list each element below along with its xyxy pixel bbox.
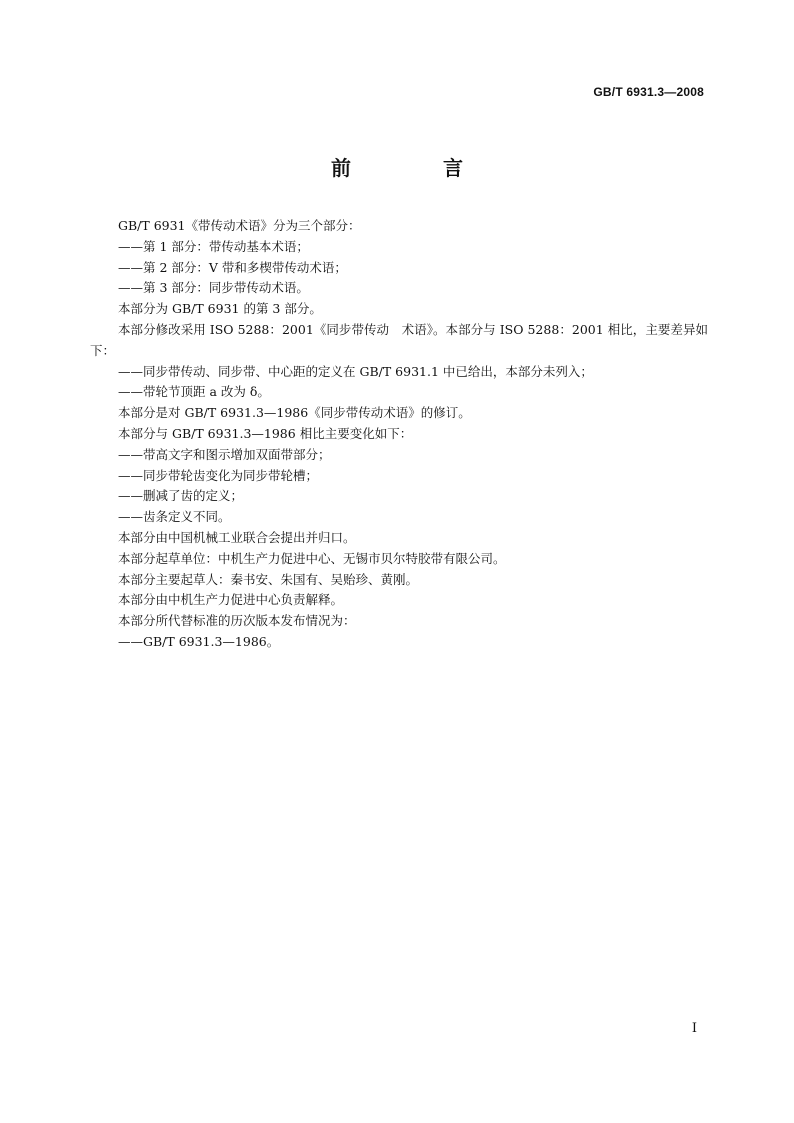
page-title: 前 言 bbox=[331, 156, 499, 180]
paragraph: 本部分主要起草人：秦书安、朱国有、吴贻珍、黄刚。 bbox=[118, 571, 419, 587]
foreword-body bbox=[90, 216, 708, 653]
list-item: ——第 3 部分：同步带传动术语。 bbox=[118, 280, 309, 296]
list-item: ——删减了齿的定义； bbox=[118, 488, 244, 504]
list-item: ——同步带轮齿变化为同步带轮槽； bbox=[118, 467, 319, 483]
list-item: ——第 1 部分：带传动基本术语； bbox=[118, 238, 309, 254]
paragraph: 本部分由中机生产力促进中心负责解释。 bbox=[118, 592, 344, 608]
paragraph: 本部分为 GB/T 6931 的第 3 部分。 bbox=[118, 301, 322, 317]
paragraph: 本部分起草单位：中机生产力促进中心、无锡市贝尔特胶带有限公司。 bbox=[118, 550, 506, 566]
page-number: I bbox=[691, 1021, 697, 1036]
list-item: ——第 2 部分：V 带和多楔带传动术语； bbox=[118, 259, 347, 275]
paragraph: 本部分由中国机械工业联合会提出并归口。 bbox=[118, 529, 356, 545]
paragraph: 本部分与 GB/T 6931.3—1986 相比主要变化如下： bbox=[118, 425, 413, 441]
list-item: ——GB/T 6931.3—1986。 bbox=[118, 633, 280, 649]
list-item: ——带高文字和图示增加双面带部分； bbox=[118, 446, 331, 462]
paragraph: 本部分是对 GB/T 6931.3—1986《同步带传动术语》的修订。 bbox=[118, 405, 471, 421]
paragraph: GB/T 6931《带传动术语》分为三个部分： bbox=[118, 218, 361, 233]
document-code: GB/T 6931.3—2008 bbox=[593, 85, 704, 99]
paragraph: 本部分所代替标准的历次版本发布情况为： bbox=[118, 613, 356, 629]
list-item: ——带轮节顶距 a 改为 δ。 bbox=[118, 384, 270, 400]
list-item: ——同步带传动、同步带、中心距的定义在 GB/T 6931.1 中已给出，本部分未列入； bbox=[118, 363, 593, 379]
paragraph: 本部分修改采用 ISO 5288：2001《同步带传动 术语》。本部分与 ISO 5288：2001 相比，主要差异如下： bbox=[90, 321, 708, 358]
list-item: ——齿条定义不同。 bbox=[118, 509, 231, 525]
